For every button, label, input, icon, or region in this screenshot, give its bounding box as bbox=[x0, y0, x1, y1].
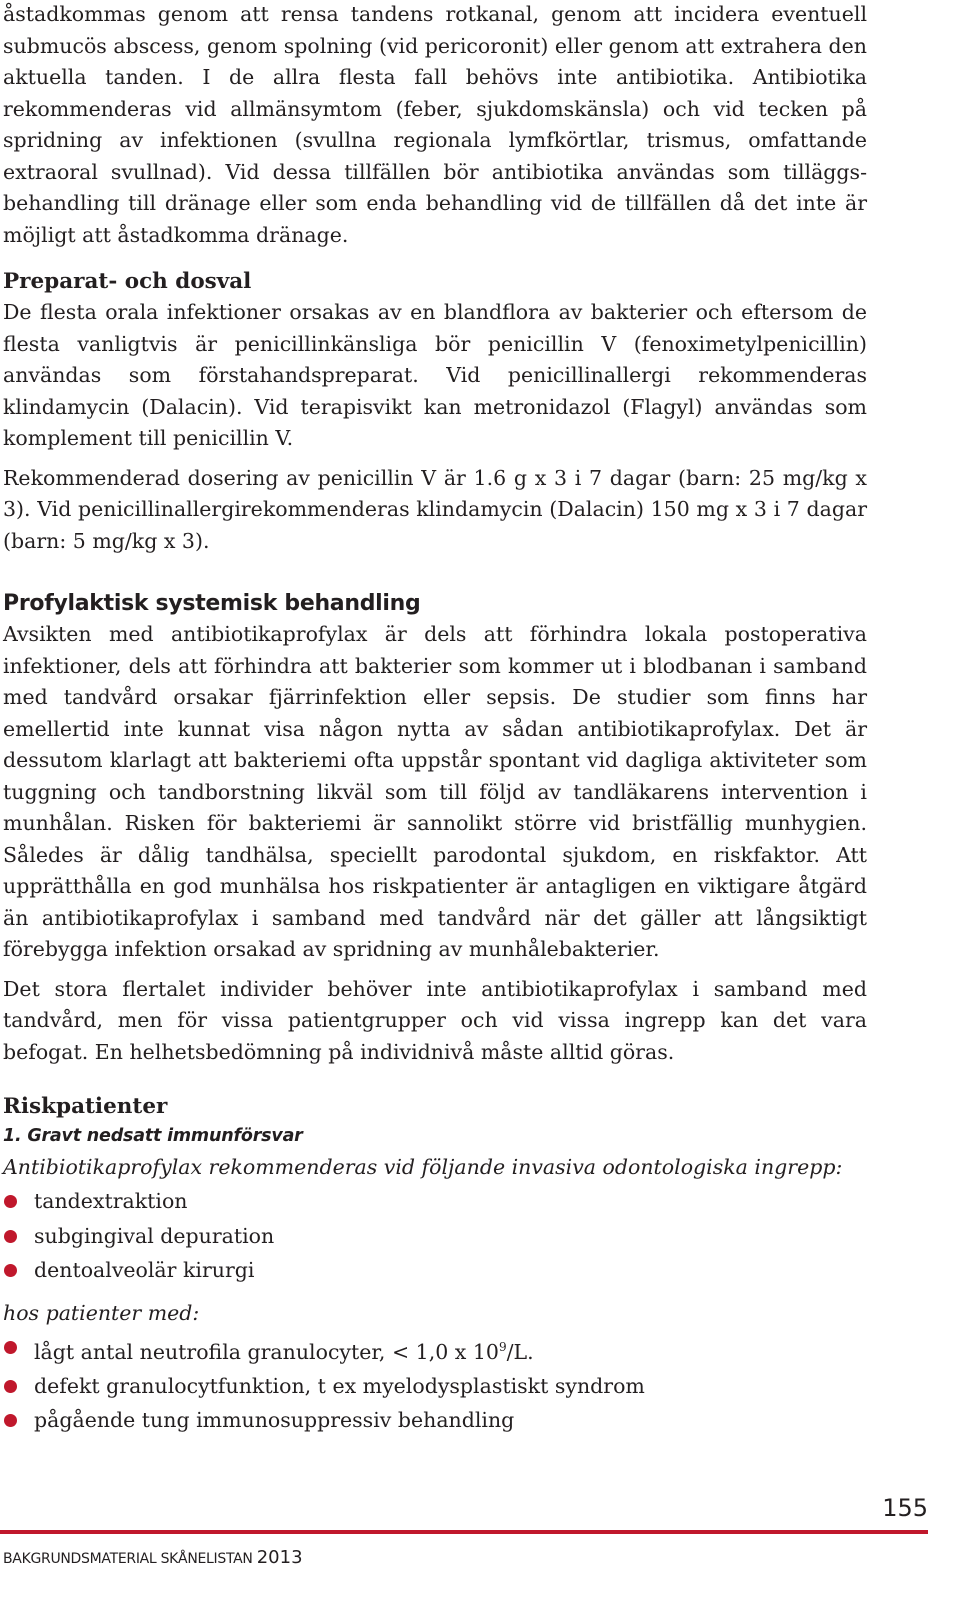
page-number: 155 bbox=[882, 1494, 928, 1522]
ingrepp-lead: Antibiotikaprofylax rekommenderas vid följande invasiva odontologiska ingrepp: bbox=[3, 1155, 843, 1179]
list-item: tandextraktion bbox=[3, 1184, 867, 1219]
patienter-lead: hos patienter med: bbox=[3, 1300, 200, 1325]
preparat-paragraph-2: Rekommenderad dosering av penicillin V är 1.6 g x 3 i 7 dagar (barn: 25 mg/kg x 3). Vid penicillinallergirekommenderas klindamycin (Dalacin) 150 mg x 3 i 7 dagar (barn: 5 mg/kg x 3). bbox=[3, 465, 867, 553]
profylax-paragraph-2: Det stora flertalet individer behöver inte antibiotikaprofylax i samband med tandvård, men för vissa patientgrupper och vid vissa ingrepp kan det vara befogat. En helhetsbedömning på individnivå måste alltid göras. bbox=[3, 976, 867, 1064]
section-heading-profylax: Profylaktisk systemisk behandling bbox=[3, 591, 421, 616]
bullet-icon bbox=[4, 1414, 17, 1427]
profylax-paragraph-1: Avsikten med antibiotikaprofylax är dels att förhindra lokala postoperativa infektioner, dels att förhindra att bakterier som kommer ut i blodbanan i samband med tandvård orsakar fjärrinfektion eller sepsis. De studier som finns har emellertid inte kunnat visa någon nytta av sådan antibiotikaprofylax. Det är dessutom klarlagt att bakteriemi ofta uppstår spontant vid dagliga aktiviteter som tuggning och tandborstning likväl som till följd av tandläkarens intervention i munhålan. Risken för bakteriemi är sannolikt större vid bristfällig munhygien. Således är dålig tandhälsa, speciellt parodontal sjukdom, en riskfaktor. Att upprätthålla en god munhälsa hos riskpatienter är antagligen en viktigare åtgärd än antibiotikaprofylax i samband med tandvård när det gäller att långsiktigt förebygga infektion orsakad av spridning av munhålebakterier. bbox=[3, 622, 867, 961]
bullet-icon bbox=[4, 1264, 17, 1277]
bullet-icon bbox=[4, 1195, 17, 1208]
bullet-icon bbox=[4, 1341, 17, 1354]
document-page bbox=[3, 0, 867, 1438]
list-item: lågt antal neutrofila granulocyter, < 1,0 x $10^9/L$. bbox=[3, 1330, 867, 1369]
section-heading-riskpatienter: Riskpatienter bbox=[3, 1094, 168, 1119]
list-item: defekt granulocytfunktion, t ex myelodysplastiskt syndrom bbox=[3, 1369, 867, 1404]
footer-publication: BAKGRUNDSMATERIAL SKÅNELISTAN 2013 bbox=[3, 1547, 303, 1568]
bullet-icon bbox=[4, 1230, 17, 1243]
list-item: dentoalveolär kirurgi bbox=[3, 1253, 867, 1288]
list-item: pågående tung immunosuppressiv behandling bbox=[3, 1403, 867, 1438]
patienter-list bbox=[3, 1330, 867, 1438]
bullet-icon bbox=[4, 1380, 17, 1393]
list-item: subgingival depuration bbox=[3, 1219, 867, 1254]
footer-rule bbox=[0, 1530, 928, 1534]
preparat-paragraph-1: De flesta orala infektioner orsakas av en blandflora av bakterier och eftersom de flesta vanligtvis är penicillinkänsliga bör penicillin V (fenoximetylpenicillin) användas som förstahandspreparat. Vid penicillinallergi rekommenderas klindamycin (Dalacin). Vid terapisvikt kan metronidazol (Flagyl) användas som komplement till penicillin V. bbox=[3, 300, 867, 450]
intro-paragraph: åstadkommas genom att rensa tandens rotkanal, genom att incidera eventuell submucös abscess, genom spolning (vid pericoronit) eller genom att extrahera den aktuella tanden. I de allra flesta fall behövs inte antibiotika. Antibiotika rekommenderas vid allmänsymtom (feber, sjukdomskänsla) och vid tecken på spridning av infektionen (svullna regionala lymfkörtlar, trismus, omfattande extraoral svullnad). Vid dessa tillfällen bör antibiotika användas som tilläggsbehandling till dränage eller som enda behandling vid de tillfällen då det inte är möjligt att åstadkomma dränage. bbox=[3, 2, 867, 247]
subheading-immunforsvar: 1. Gravt nedsatt immunförsvar bbox=[3, 1126, 303, 1146]
ingrepp-list bbox=[3, 1184, 867, 1288]
section-heading-preparat: Preparat- och dosval bbox=[3, 269, 252, 294]
